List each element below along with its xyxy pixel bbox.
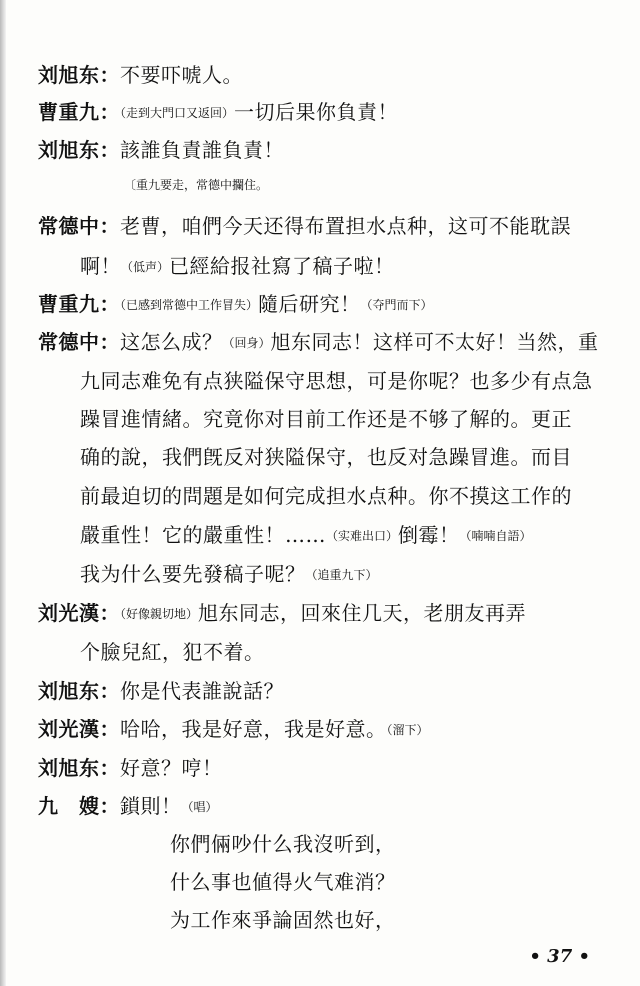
dialogue-line	[38, 97, 398, 128]
dialogue-line	[80, 404, 572, 434]
dialogue-text: 旭东同志！这样可不太好！当然，重	[270, 330, 599, 354]
stage-direction: （溜下）	[386, 723, 429, 737]
dialogue-text: 該誰負責誰負責！	[120, 138, 284, 162]
dialogue-line	[80, 559, 378, 590]
dialogue-line	[38, 714, 429, 745]
speaker-name: 常德中：	[38, 214, 120, 238]
stage-direction: （走到大門口又返回）	[120, 106, 235, 120]
dialogue-line	[38, 753, 223, 783]
page-number: • 37 •	[529, 946, 590, 967]
dialogue-text: 个臉兒紅，犯不着。	[80, 640, 265, 664]
speaker-name: 九 嫂：	[38, 794, 120, 818]
dialogue-line	[38, 135, 284, 165]
dialogue-line	[80, 251, 395, 282]
dialogue-line	[80, 481, 572, 511]
verse-line	[170, 905, 396, 935]
verse-text: 你們倆吵什么我沒听到，	[170, 832, 396, 856]
dialogue-text: 鎖則！	[120, 794, 182, 818]
dialogue-line	[80, 366, 593, 396]
dialogue-text: 啊！	[80, 254, 121, 278]
dialogue-text: 一切后果你負責！	[234, 100, 399, 124]
dialogue-line	[38, 676, 284, 706]
page-edge-shadow	[0, 0, 6, 986]
speaker-name: 刘旭东：	[38, 63, 120, 87]
verse-text: 为工作來爭論固然也好，	[170, 908, 396, 932]
stage-direction: （好像親切地）	[120, 607, 199, 621]
dialogue-line	[80, 520, 532, 551]
dialogue-text: 这怎么成？	[120, 330, 223, 354]
dialogue-line	[38, 598, 526, 629]
dialogue-text: 躁冒進情緒。究竟你对目前工作还是不够了解的。更正	[80, 407, 572, 431]
dialogue-text: 嚴重性！它的嚴重性！……	[80, 523, 326, 547]
stage-direction: （唱）	[181, 800, 218, 814]
speaker-name: 刘光漢：	[38, 717, 120, 741]
stage-direction: （已感到常德中工作冒失）	[120, 298, 259, 312]
dialogue-line	[80, 637, 265, 667]
dialogue-line	[38, 327, 599, 358]
dialogue-line	[38, 211, 571, 241]
stage-direction: （实难出口）	[326, 529, 399, 543]
dialogue-line	[38, 289, 433, 320]
stage-direction: （喃喃自語）	[459, 529, 532, 543]
dialogue-text: 九同志难免有点狭隘保守思想，可是你呢？也多少有点急	[80, 369, 593, 393]
dialogue-text: 前最迫切的問題是如何完成担水点种。你不摸这工作的	[80, 484, 572, 508]
speaker-name: 刘旭东：	[38, 756, 120, 780]
stage-direction: （回身）	[222, 336, 271, 350]
dialogue-text: 我为什么要先發稿子呢？	[80, 562, 306, 586]
dialogue-text: 老曹，咱們今天还得布置担水点种，这可不能耽誤	[120, 214, 571, 238]
speaker-name: 刘旭东：	[38, 138, 120, 162]
speaker-name: 常德中：	[38, 330, 120, 354]
dialogue-line	[80, 442, 572, 472]
dialogue-text: 旭东同志，回來住几天，老朋友再弄	[198, 601, 527, 625]
stage-direction-line	[124, 170, 268, 200]
dialogue-text: 不要吓唬人。	[120, 63, 243, 87]
stage-direction: （低声）	[121, 260, 170, 274]
speaker-name: 曹重九：	[38, 100, 120, 124]
verse-line	[170, 829, 396, 859]
speaker-name: 曹重九：	[38, 292, 120, 316]
dialogue-text: 倒霉！	[398, 523, 460, 547]
dialogue-line	[38, 791, 218, 822]
stage-direction: （夺門而下）	[360, 298, 433, 312]
verse-line	[170, 867, 396, 897]
dialogue-text: 你是代表誰說話？	[120, 679, 284, 703]
dialogue-text: 哈哈，我是好意，我是好意。	[120, 717, 387, 741]
dialogue-text: 已經給报社寫了稿子啦！	[169, 254, 395, 278]
stage-direction: （追重九下）	[305, 568, 378, 582]
dialogue-text: 确的說，我們旣反对狭隘保守，也反对急躁冒進。而目	[80, 445, 572, 469]
stage-direction: 〔重九要走，常德中攔住。	[124, 178, 269, 192]
dialogue-text: 隨后研究！	[258, 292, 361, 316]
verse-text: 什么事也値得火气难消？	[170, 870, 396, 894]
dialogue-text: 好意？哼！	[120, 756, 223, 780]
speaker-name: 刘旭东：	[38, 679, 120, 703]
speaker-name: 刘光漢：	[38, 601, 120, 625]
dialogue-line	[38, 60, 243, 90]
